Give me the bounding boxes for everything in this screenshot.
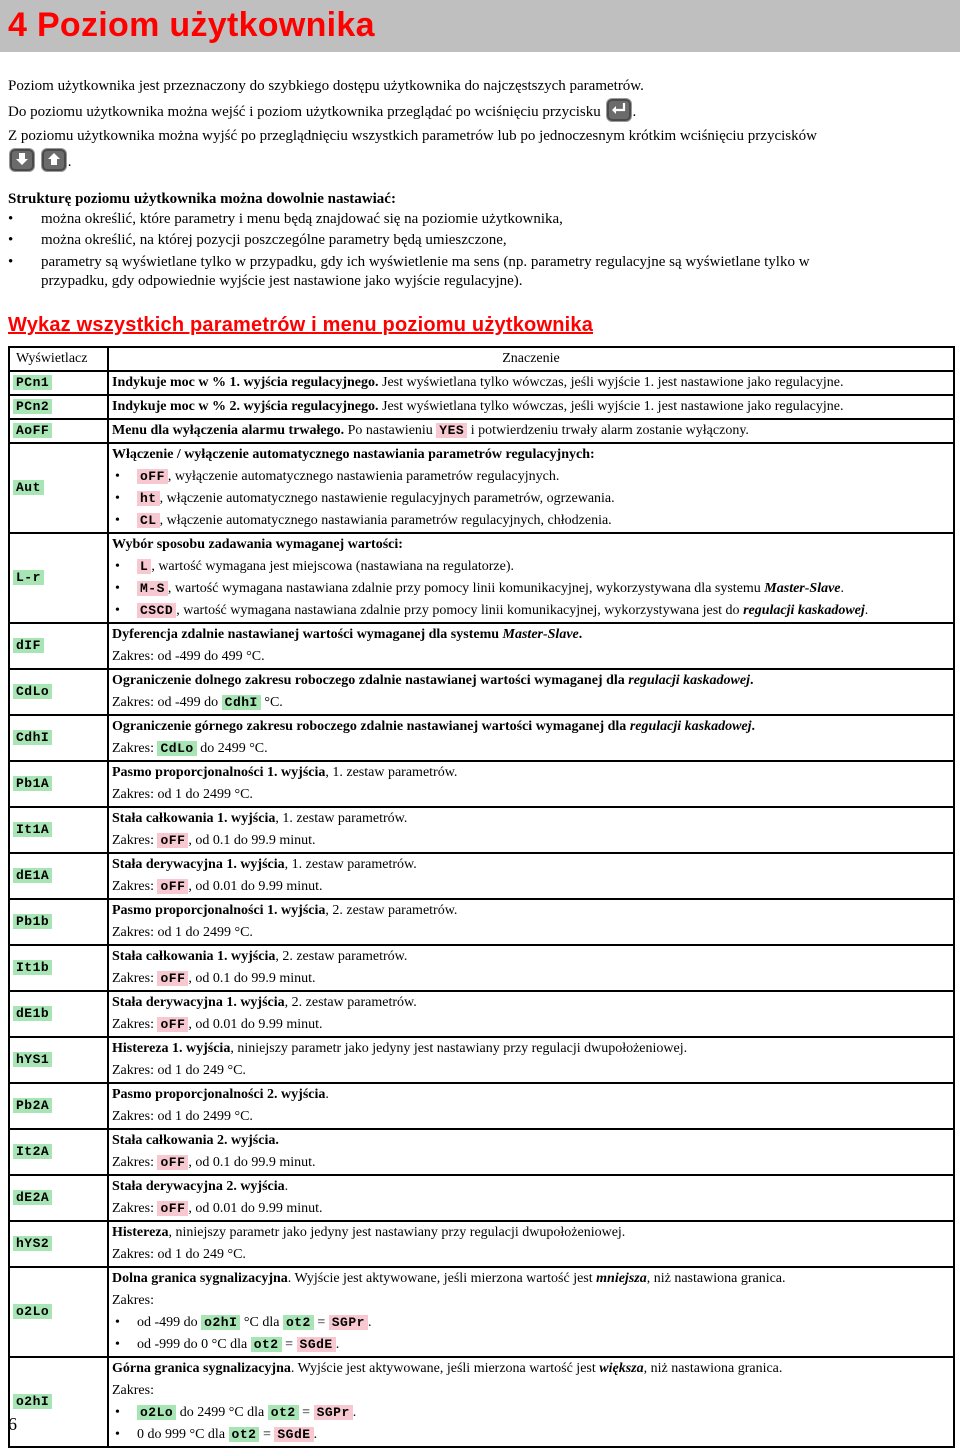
- meaning-cell: [108, 991, 954, 1037]
- table-row: [9, 1221, 954, 1267]
- display-value: dE1b: [13, 1006, 52, 1021]
- table-row: [9, 371, 954, 395]
- emphasis-text: regulacji kaskadowej: [743, 603, 865, 618]
- meaning-cell: [108, 371, 954, 395]
- table-row: [9, 1267, 954, 1357]
- bullet-icon: •: [115, 581, 120, 596]
- display-value: ot2: [268, 1405, 299, 1420]
- display-value: oFF: [157, 1201, 188, 1216]
- emphasis-text: większa: [599, 1361, 644, 1376]
- meaning-cell: [108, 1083, 954, 1129]
- display-value: SGPr: [314, 1405, 353, 1420]
- meaning-heading: Dyferencja zdalnie nastawianej wartości wymaganej dla systemu Master-Slave.: [112, 627, 583, 642]
- bullet-icon: •: [8, 232, 14, 248]
- display-value: It1A: [13, 822, 52, 837]
- meaning-heading: Stała całkowania 1. wyjścia, 2. zestaw parametrów.: [112, 949, 408, 964]
- meaning-cell: [108, 1221, 954, 1267]
- meaning-heading: Stała całkowania 1. wyjścia, 1. zestaw parametrów.: [112, 811, 408, 826]
- meaning-heading: Pasmo proporcjonalności 1. wyjścia, 2. zestaw parametrów.: [112, 903, 458, 918]
- range-item: • o2Lo do 2499 °C dla ot2 = SGPr .: [112, 1402, 953, 1424]
- display-value: hYS1: [13, 1052, 52, 1067]
- display-value: PCn2: [13, 399, 52, 414]
- meaning-cell: [108, 419, 954, 443]
- table-row: [9, 1129, 954, 1175]
- meaning-cell: [108, 395, 954, 419]
- meaning-heading: Wybór sposobu zadawania wymaganej wartości:: [112, 537, 403, 552]
- range-line: Zakres: od -499 do 499 °C.: [112, 649, 265, 664]
- emphasis-text: regulacji kaskadowej: [629, 719, 752, 734]
- meaning-cell: [108, 945, 954, 991]
- column-header-meaning: Znaczenie: [108, 347, 954, 371]
- emphasis-text: mniejsza: [596, 1271, 647, 1286]
- table-row: [9, 533, 954, 623]
- display-value: o2Lo: [13, 1304, 52, 1319]
- range-item: • 0 do 999 °C dla ot2 = SGdE .: [112, 1424, 953, 1446]
- table-row: [9, 715, 954, 761]
- meaning-heading: Ograniczenie dolnego zakresu roboczego zdalnie nastawianej wartości wymaganej dla regulacji kaskadowej.: [112, 673, 754, 688]
- table-row: [9, 807, 954, 853]
- meaning-cell: [108, 1357, 954, 1447]
- meaning-cell: [108, 1129, 954, 1175]
- section-title: Wykaz wszystkich parametrów i menu poziomu użytkownika: [8, 314, 594, 336]
- table-row: [9, 761, 954, 807]
- display-cell: [9, 1175, 108, 1221]
- table-row: [9, 1083, 954, 1129]
- table-row: [9, 899, 954, 945]
- bullet-icon: •: [115, 1337, 120, 1352]
- meaning-cell: [108, 1175, 954, 1221]
- meaning-cell: [108, 1037, 954, 1083]
- structure-list: [0, 210, 960, 291]
- display-value: o2hI: [13, 1394, 52, 1409]
- table-row: [9, 1357, 954, 1447]
- parameter-table: [8, 346, 955, 1448]
- display-cell: [9, 1083, 108, 1129]
- display-cell: [9, 715, 108, 761]
- display-value: CdLo: [13, 684, 52, 699]
- list-item: • można określić, na której pozycji poszczególne parametry będą umieszczone,: [8, 232, 507, 248]
- table-row: [9, 669, 954, 715]
- display-value: It2A: [13, 1144, 52, 1159]
- meaning-cell: [108, 853, 954, 899]
- range-line: Zakres:: [112, 1383, 154, 1398]
- table-row: [9, 623, 954, 669]
- range-line: Zakres: oFF , od 0.1 do 99.9 minut.: [112, 971, 316, 986]
- display-cell: [9, 371, 108, 395]
- range-line: Zakres: od 1 do 249 °C.: [112, 1247, 246, 1262]
- display-value: Pb1b: [13, 914, 52, 929]
- option-item: • CL , włączenie automatycznego nastawiania parametrów regulacyjnych, chłodzenia.: [112, 510, 953, 532]
- range-line: Zakres: oFF , od 0.01 do 9.99 minut.: [112, 1017, 323, 1032]
- range-line: Zakres: oFF , od 0.1 do 99.9 minut.: [112, 833, 316, 848]
- bullet-icon: •: [8, 211, 14, 227]
- bullet-icon: •: [115, 1427, 120, 1442]
- display-value: It1b: [13, 960, 52, 975]
- bullet-icon: •: [115, 1405, 120, 1420]
- range-line: Zakres: CdLo do 2499 °C.: [112, 741, 268, 756]
- range-line: Zakres: oFF , od 0.1 do 99.9 minut.: [112, 1155, 316, 1170]
- display-value: o2hI: [201, 1315, 240, 1330]
- display-cell: [9, 1221, 108, 1267]
- meaning-line: Indykuje moc w % 2. wyjścia regulacyjnego. Jest wyświetlana tylko wówczas, jeśli wyjście 1. jest nastawione jako regulacyjne.: [112, 399, 844, 414]
- meaning-cell: [108, 899, 954, 945]
- display-cell: [9, 395, 108, 419]
- display-value: AoFF: [13, 423, 52, 438]
- display-value: CL: [137, 513, 160, 528]
- meaning-heading: Pasmo proporcjonalności 2. wyjścia.: [112, 1087, 329, 1102]
- list-item: • można określić, które parametry i menu będą znajdować się na poziomie użytkownika,: [8, 211, 563, 227]
- table-row: [9, 945, 954, 991]
- display-value: hYS2: [13, 1236, 52, 1251]
- range-line: Zakres: od 1 do 2499 °C.: [112, 787, 253, 802]
- meaning-cell: [108, 761, 954, 807]
- meaning-heading: Histereza 1. wyjścia, niniejszy parametr jako jedyny jest nastawiany przy regulacji dwupołożeniowej.: [112, 1041, 688, 1056]
- meaning-heading: Stała całkowania 2. wyjścia.: [112, 1133, 279, 1148]
- display-cell: [9, 443, 108, 533]
- display-value: ht: [137, 491, 160, 506]
- parameter-table-body: [9, 371, 954, 1447]
- display-value: L-r: [13, 570, 44, 585]
- meaning-cell: [108, 669, 954, 715]
- list-item: • parametry są wyświetlane tylko w przypadku, gdy ich wyświetlenie ma sens (np. parametry regulacyjne są wyświetlane tylko w: [8, 254, 810, 270]
- display-value: ot2: [283, 1315, 314, 1330]
- display-value: SGPr: [329, 1315, 368, 1330]
- display-cell: [9, 533, 108, 623]
- display-cell: [9, 1129, 108, 1175]
- display-cell: [9, 1267, 108, 1357]
- range-item: • od -999 do 0 °C dla ot2 = SGdE .: [112, 1334, 953, 1356]
- emphasis-text: Master-Slave: [764, 581, 841, 596]
- option-item: • ht , włączenie automatycznego nastawienie regulacyjnych parametrów, ogrzewania.: [112, 488, 953, 510]
- display-value: dIF: [13, 638, 44, 653]
- display-value: CSCD: [137, 603, 176, 618]
- display-value: SGdE: [297, 1337, 336, 1352]
- bullet-icon: •: [8, 254, 14, 270]
- page-number: 6: [8, 1414, 17, 1434]
- display-cell: [9, 419, 108, 443]
- list-item-continuation: przypadku, gdy odpowiednie wyjście jest nastawione jako wyjście regulacyjne).: [41, 273, 523, 289]
- emphasis-text: Master-Slave: [502, 627, 579, 642]
- display-value: CdhI: [222, 695, 261, 710]
- intro-paragraph-2: Do poziomu użytkownika można wejść i poziom użytkownika przeglądać po wciśnięciu przycisku .: [8, 98, 636, 122]
- meaning-line: Menu dla wyłączenia alarmu trwałego. Po nastawieniu YES i potwierdzeniu trwały alarm zostanie wyłączony.: [112, 423, 749, 438]
- table-row: [9, 1175, 954, 1221]
- display-cell: [9, 899, 108, 945]
- bullet-icon: •: [115, 469, 120, 484]
- display-value: M-S: [137, 581, 168, 596]
- display-cell: [9, 945, 108, 991]
- range-line: Zakres:: [112, 1293, 154, 1308]
- meaning-cell: [108, 807, 954, 853]
- option-item: • M-S , wartość wymagana nastawiana zdalnie przy pomocy linii komunikacyjnej, wykorzystywana dla systemu Master-Slave.: [112, 578, 953, 600]
- display-value: dE2A: [13, 1190, 52, 1205]
- meaning-heading: Histereza, niniejszy parametr jako jedyny jest nastawiany przy regulacji dwupołożeniowej.: [112, 1225, 626, 1240]
- display-value: Aut: [13, 480, 44, 495]
- intro-paragraph-3-keys: .: [8, 148, 72, 172]
- emphasis-text: regulacji kaskadowej: [628, 673, 751, 688]
- meaning-heading: Górna granica sygnalizacyjna. Wyjście jest aktywowane, jeśli mierzona wartość jest większa, niż nastawiona granica.: [112, 1361, 783, 1376]
- bullet-icon: •: [115, 603, 120, 618]
- display-value: oFF: [157, 1155, 188, 1170]
- intro-paragraph-3: Z poziomu użytkownika można wyjść po przeglądnięciu wszystkich parametrów lub po jednoczesnym krótkim wciśnięciu przycisków: [8, 128, 817, 144]
- display-value: Pb2A: [13, 1098, 52, 1113]
- range-item: • od -499 do o2hI °C dla ot2 = SGPr .: [112, 1312, 953, 1334]
- bullet-icon: •: [115, 513, 120, 528]
- table-row: [9, 419, 954, 443]
- option-item: • CSCD , wartość wymagana nastawiana zdalnie przy pomocy linii komunikacyjnej, wykorzystywana jest do regulacji kaskadowej.: [112, 600, 953, 622]
- range-line: Zakres: oFF , od 0.01 do 9.99 minut.: [112, 879, 323, 894]
- display-cell: [9, 807, 108, 853]
- display-cell: [9, 1357, 108, 1447]
- bullet-icon: •: [115, 559, 120, 574]
- meaning-heading: Stała derywacyjna 1. wyjścia, 1. zestaw parametrów.: [112, 857, 417, 872]
- display-value: oFF: [157, 1017, 188, 1032]
- intro-paragraph-2-text: Do poziomu użytkownika można wejść i poziom użytkownika przeglądać po wciśnięciu przycisku: [8, 104, 601, 120]
- display-value: ot2: [229, 1427, 260, 1442]
- display-cell: [9, 761, 108, 807]
- meaning-cell: [108, 715, 954, 761]
- display-value: ot2: [251, 1337, 282, 1352]
- table-row: [9, 443, 954, 533]
- meaning-heading: Ograniczenie górnego zakresu roboczego zdalnie nastawianej wartości wymaganej dla regulacji kaskadowej.: [112, 719, 756, 734]
- structure-heading: Strukturę poziomu użytkownika można dowolnie nastawiać:: [8, 191, 396, 207]
- meaning-heading: Włączenie / wyłączenie automatycznego nastawiania parametrów regulacyjnych:: [112, 447, 595, 462]
- display-value: YES: [436, 423, 467, 438]
- display-value: oFF: [157, 879, 188, 894]
- meaning-cell: [108, 533, 954, 623]
- display-value: PCn1: [13, 375, 52, 390]
- bullet-icon: •: [115, 1315, 120, 1330]
- table-row: [9, 1037, 954, 1083]
- arrow-down-key-icon: [9, 148, 35, 172]
- range-line: Zakres: od -499 do CdhI °C.: [112, 695, 283, 710]
- option-item: • L , wartość wymagana jest miejscowa (nastawiana na regulatorze).: [112, 556, 953, 578]
- display-cell: [9, 623, 108, 669]
- display-value: o2Lo: [137, 1405, 176, 1420]
- table-row: [9, 395, 954, 419]
- display-value: CdhI: [13, 730, 52, 745]
- meaning-line: Indykuje moc w % 1. wyjścia regulacyjnego. Jest wyświetlana tylko wówczas, jeśli wyjście 1. jest nastawione jako regulacyjne.: [112, 375, 844, 390]
- display-value: SGdE: [274, 1427, 313, 1442]
- meaning-heading: Stała derywacyjna 1. wyjścia, 2. zestaw parametrów.: [112, 995, 417, 1010]
- display-value: L: [137, 559, 151, 574]
- range-line: Zakres: od 1 do 249 °C.: [112, 1063, 246, 1078]
- meaning-cell: [108, 623, 954, 669]
- arrow-up-key-icon: [41, 148, 67, 172]
- table-row: [9, 991, 954, 1037]
- table-row: [9, 853, 954, 899]
- display-value: oFF: [157, 971, 188, 986]
- display-value: CdLo: [157, 741, 196, 756]
- display-value: oFF: [137, 469, 168, 484]
- display-cell: [9, 669, 108, 715]
- column-header-display: Wyświetlacz: [9, 347, 108, 371]
- enter-key-icon: [606, 98, 632, 122]
- meaning-heading: Dolna granica sygnalizacyjna. Wyjście jest aktywowane, jeśli mierzona wartość jest mniejsza, niż nastawiona granica.: [112, 1271, 786, 1286]
- range-line: Zakres: od 1 do 2499 °C.: [112, 1109, 253, 1124]
- option-item: • oFF , wyłączenie automatycznego nastawienia parametrów regulacyjnych.: [112, 466, 953, 488]
- display-cell: [9, 991, 108, 1037]
- bullet-icon: •: [115, 491, 120, 506]
- range-line: Zakres: od 1 do 2499 °C.: [112, 925, 253, 940]
- meaning-cell: [108, 443, 954, 533]
- chapter-header: [0, 0, 960, 52]
- meaning-cell: [108, 1267, 954, 1357]
- display-value: Pb1A: [13, 776, 52, 791]
- display-value: oFF: [157, 833, 188, 848]
- meaning-heading: Pasmo proporcjonalności 1. wyjścia, 1. zestaw parametrów.: [112, 765, 458, 780]
- meaning-heading: Stała derywacyjna 2. wyjścia.: [112, 1179, 289, 1194]
- display-cell: [9, 853, 108, 899]
- display-value: dE1A: [13, 868, 52, 883]
- chapter-title: 4 Poziom użytkownika: [8, 6, 375, 44]
- display-cell: [9, 1037, 108, 1083]
- intro-paragraph-1: Poziom użytkownika jest przeznaczony do szybkiego dostępu użytkownika do najczęstszych parametrów.: [8, 78, 644, 94]
- range-line: Zakres: oFF , od 0.01 do 9.99 minut.: [112, 1201, 323, 1216]
